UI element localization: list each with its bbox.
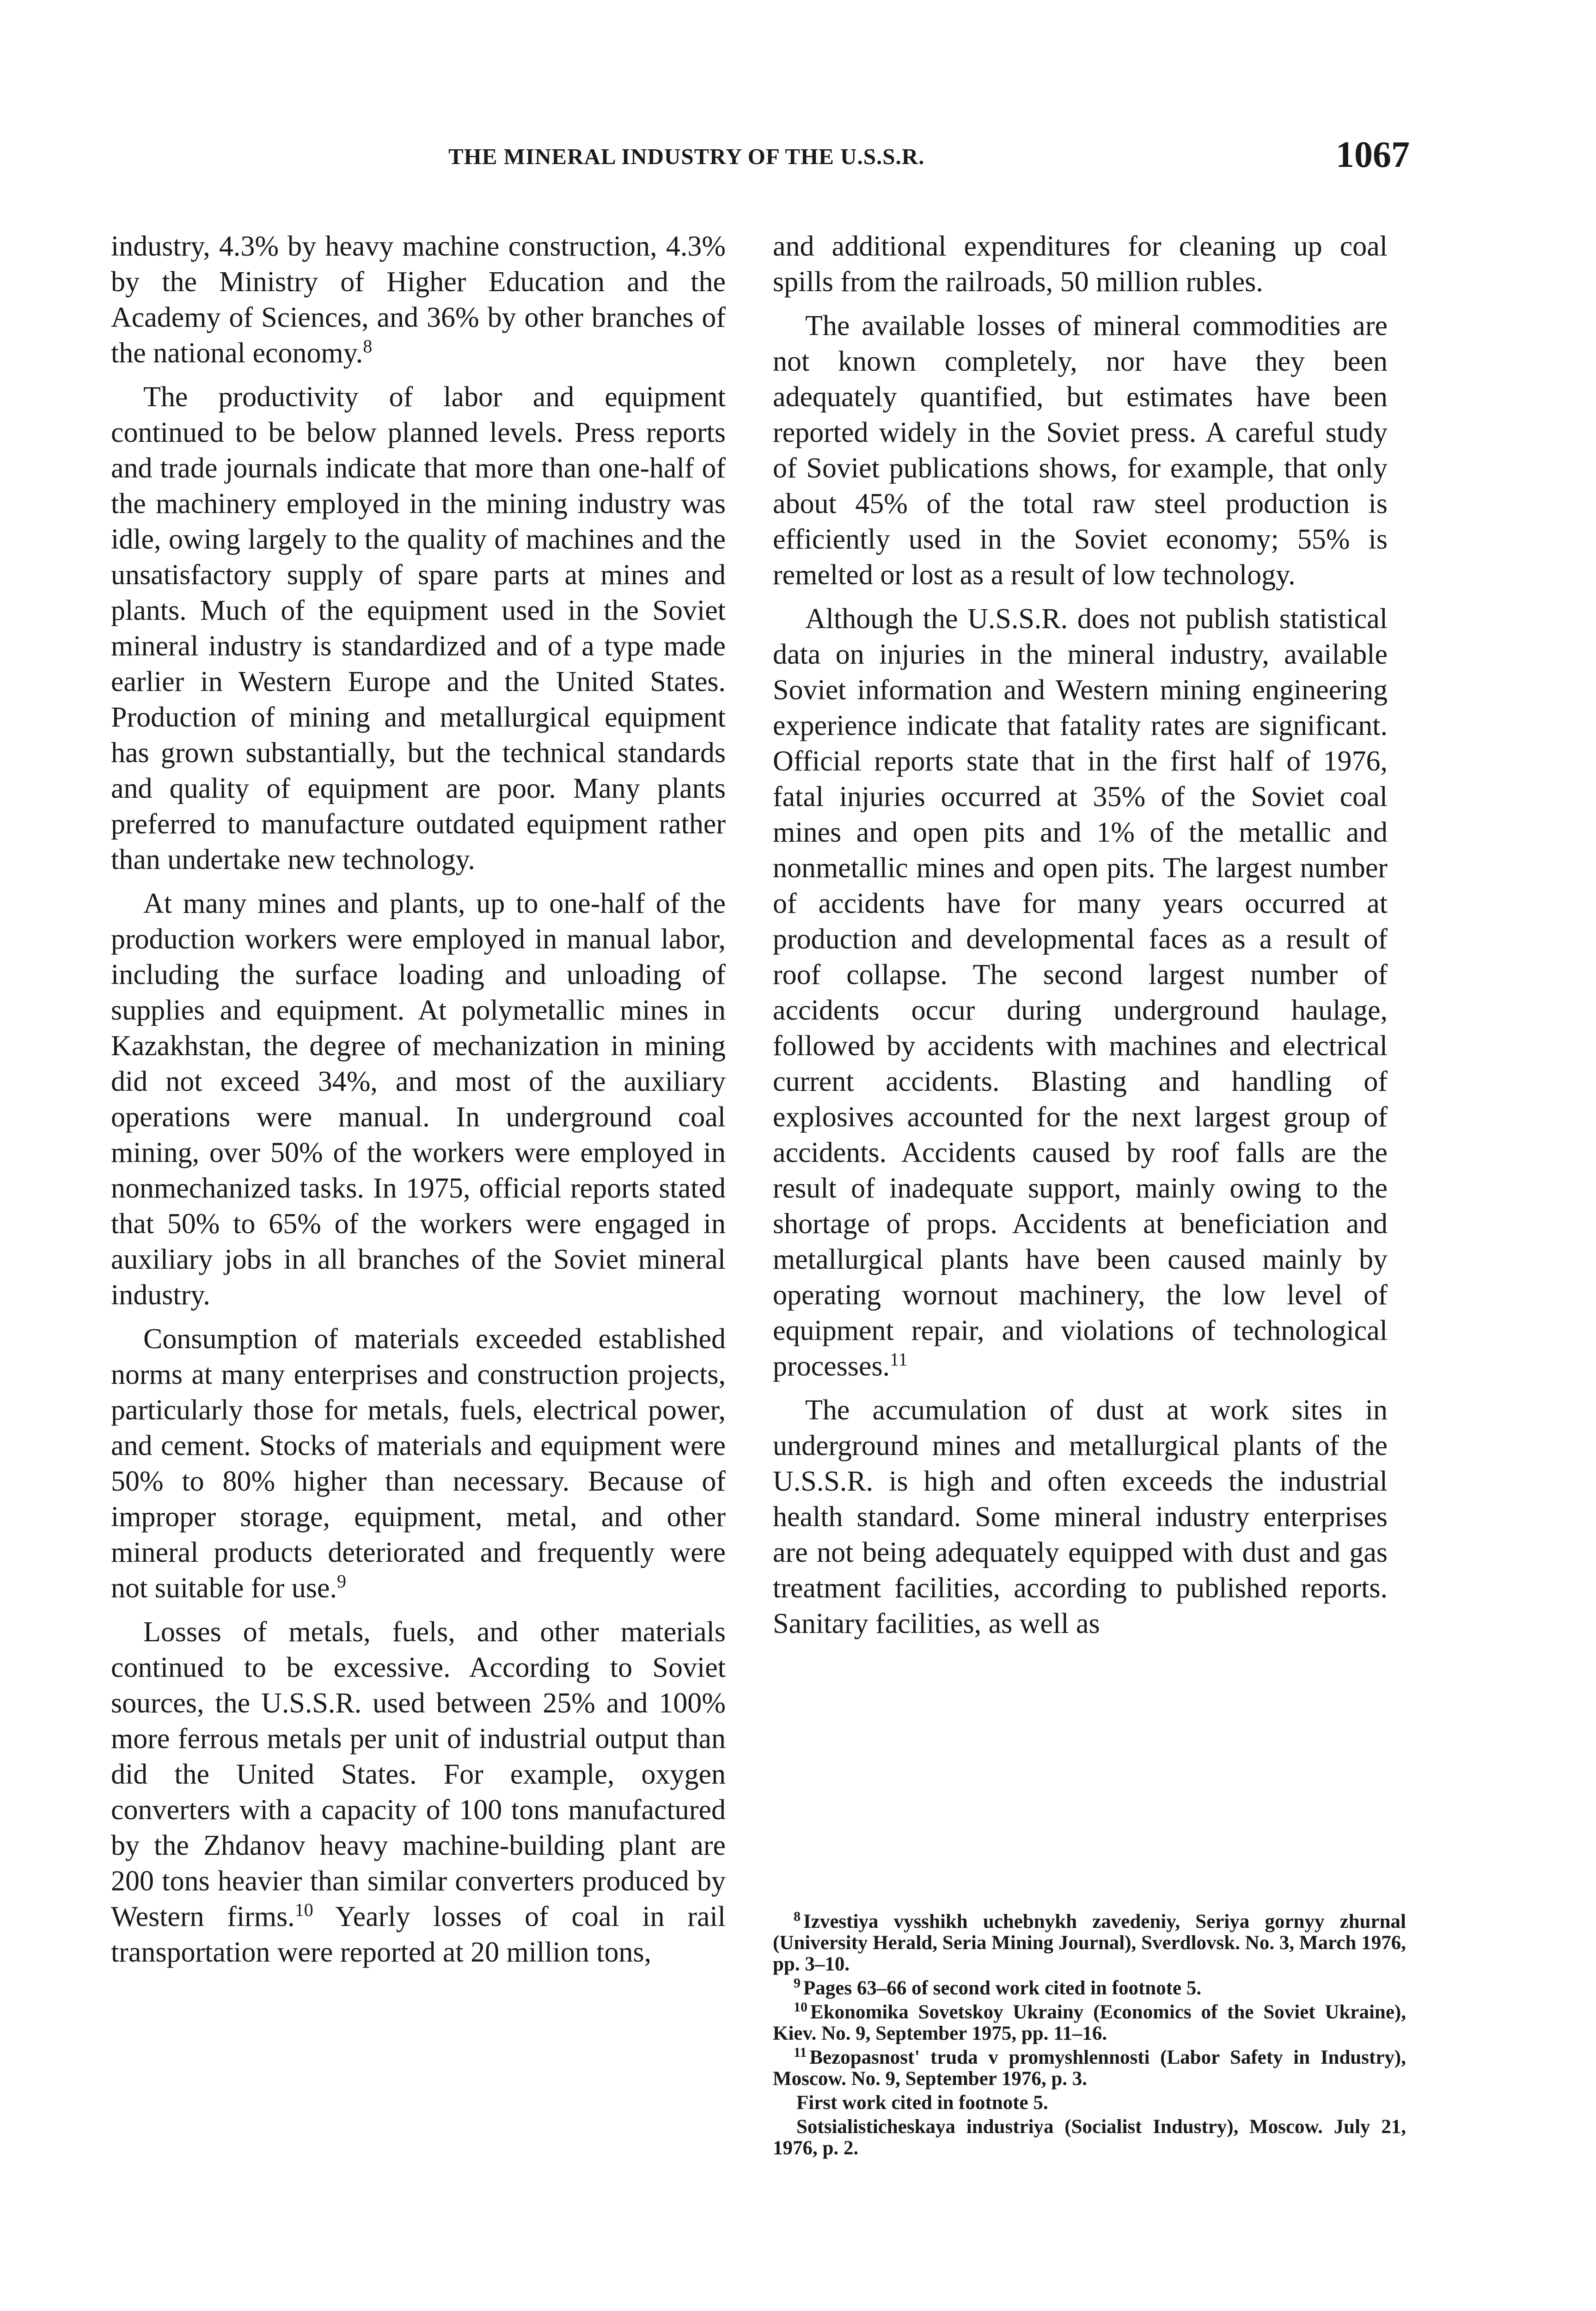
paragraph: At many mines and plants, up to one-half of the production workers were employed in manual labor, including the surface loading and unloading of supplies and equipment. At polymetallic mines in Kazakhstan, the degree of mechanization in mining did not exceed 34%, and most of the auxiliary operations were manual. In underground coal mining, over 50% of the workers were employed in nonmechanized tasks. In 1975, official reports stated that 50% to 65% of the workers were engaged in auxiliary jobs in all branches of the Soviet mineral industry. [111,888,726,1311]
footnote-text: Pages 63–66 of second work cited in footnote 5. [803,1977,1202,1999]
footnote-mark: 10 [794,1999,807,2015]
footnote-text: Sotsialisticheskaya industriya (Socialist Industry), Moscow. July 21, 1976, p. 2. [773,2116,1406,2159]
paragraph-text: industry, 4.3% by heavy machine construction, 4.3% by the Ministry of Higher Education and the Academy of Sciences, and 36% by other branches of the national economy. [111,231,726,369]
page-header [106,134,1410,185]
paragraph [773,601,1388,1384]
footnote-text: First work cited in footnote 5. [796,2092,1048,2114]
footnote-text: Ekonomika Sovetskoy Ukrainy (Economics of the Soviet Ukraine), Kiev. No. 9, September 1975, pp. 11–16. [773,2001,1406,2044]
footnote-text: Bezopasnost' truda v promyshlennosti (Labor Safety in Industry), Moscow. No. 9, September 1976, p. 3. [773,2047,1406,2090]
footnote [773,2092,1406,2114]
footnote [773,2044,1406,2090]
paragraph-text: Although the U.S.S.R. does not publish statistical data on injuries in the mineral industry, available Soviet information and Western mining engineering experience indicate that fatality rates are significant. Official reports state that in the first half of 1976, fatal injuries occurred at 35% of the Soviet coal mines and open pits and 1% of the metallic and nonmetallic mines and open pits. The largest number of accidents have for many years occurred at production and developmental faces as a result of roof collapse. The second largest number of accidents occur during underground haulage, followed by accidents with machines and electrical current accidents. Blasting and handling of explosives accounted for the next largest group of accidents. Accidents caused by roof falls are the result of inadequate support, mainly owing to the shortage of props. Accidents at beneficiation and metallurgical plants have been caused mainly by operating wornout machinery, the low level of equipment repair, and violations of technological processes. [773,603,1388,1382]
footnote-ref: 11 [890,1349,908,1370]
footnote [773,1999,1406,2044]
footnote [773,1975,1406,1999]
footnote [773,1908,1406,1975]
running-head: THE MINERAL INDUSTRY OF THE U.S.S.R. [448,144,925,169]
footnote-mark: 9 [794,1975,801,1991]
footnote [773,2116,1406,2159]
paragraph-text: Consumption of materials exceeded established norms at many enterprises and construction projects, particularly those for metals, fuels, electrical power, and cement. Stocks of materials and equipment were 50% to 80% higher than necessary. Because of improper storage, equipment, metal, and other mineral products deteriorated and frequently were not suitable for use. [111,1323,726,1604]
paragraph: and additional expenditures for cleaning up coal spills from the railroads, 50 million rubles. [773,231,1388,298]
footnote-ref: 9 [337,1571,347,1592]
footnote-mark: 8 [794,1908,801,1924]
left-column [111,229,726,1979]
paragraph: The productivity of labor and equipment continued to be below planned levels. Press reports and trade journals indicate that more than one-half of the machinery employed in the mining industry was idle, owing largely to the quality of machines and the unsatisfactory supply of spare parts at mines and plants. Much of the equipment used in the Soviet mineral industry is standardized and of a type made earlier in Western Europe and the United States. Production of mining and metallurgical equipment has grown substantially, but the technical standards and quality of equipment are poor. Many plants preferred to manufacture outdated equipment rather than undertake new technology. [111,381,726,875]
paragraph [111,229,726,371]
right-column [773,229,1388,1650]
footnote-ref: 8 [363,336,373,357]
footnote-mark: 11 [794,2044,807,2060]
page-number: 1067 [1336,135,1410,175]
paragraph: The accumulation of dust at work sites in underground mines and metallurgical plants of the U.S.S.R. is high and often exceeds the industrial health standard. Some mineral industry enterprises are not being adequately equipped with dust and gas treatment facilities, according to published reports. Sanitary facilities, as well as [773,1394,1388,1639]
footnote-text: Izvestiya vysshikh uchebnykh zavedeniy, Seriya gornyy zhurnal (University Herald, Seria Mining Journal), Sverdlovsk. No. 3, March 1976, pp. 3–10. [773,1911,1406,1975]
paragraph-text: Yearly losses of coal in rail transportation were reported at 20 million tons, [111,1901,726,1968]
paragraph-text: Losses of metals, fuels, and other materials continued to be excessive. According to Soviet sources, the U.S.S.R. used between 25% and 100% more ferrous metals per unit of industrial output than did the United States. For example, oxygen converters with a capacity of 100 tons manufactured by the Zhdanov heavy machine-building plant are 200 tons heavier than similar converters produced by Western firms. [111,1616,726,1932]
footnote-ref: 10 [294,1899,313,1920]
footnotes [773,1908,1406,2162]
paragraph: The available losses of mineral commodities are not known completely, nor have they been adequately quantified, but estimates have been reported widely in the Soviet press. A careful study of Soviet publications shows, for example, that only about 45% of the total raw steel production is efficiently used in the Soviet economy; 55% is remelted or lost as a result of low technology. [773,310,1388,591]
paragraph [111,1321,726,1606]
paragraph [111,1614,726,1970]
